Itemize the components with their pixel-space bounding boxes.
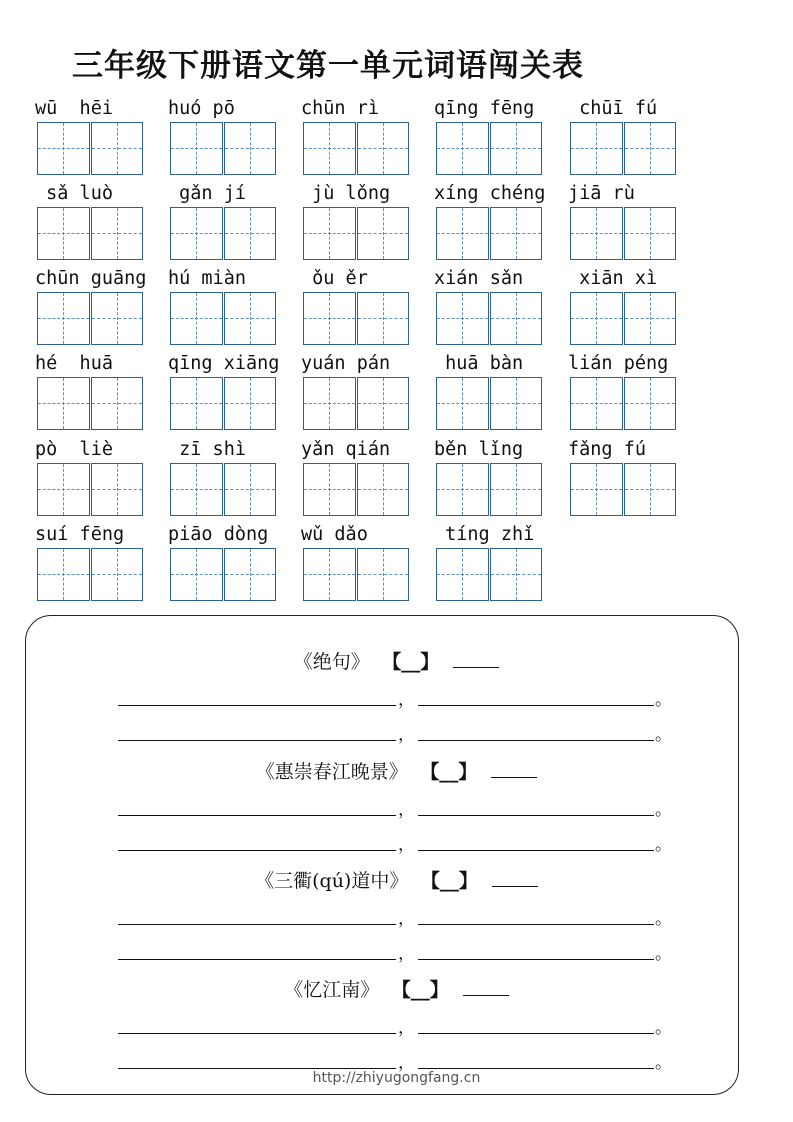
- word-item: [35, 182, 175, 267]
- writing-cell[interactable]: [91, 377, 144, 430]
- pinyin-label: yuán pán: [301, 353, 391, 374]
- dynasty-blank[interactable]: [491, 759, 537, 778]
- word-item: [35, 523, 175, 608]
- writing-cell[interactable]: [490, 463, 543, 516]
- answer-line[interactable]: [418, 1033, 654, 1034]
- writing-cell[interactable]: [303, 207, 356, 260]
- writing-cell[interactable]: [624, 292, 677, 345]
- writing-cell[interactable]: [37, 377, 90, 430]
- pinyin-label: suí fēng: [35, 524, 125, 545]
- writing-cell[interactable]: [490, 292, 543, 345]
- poem-title-row: [0, 758, 793, 786]
- word-item: [168, 523, 308, 608]
- author-bracket[interactable]: 【__】: [430, 870, 478, 892]
- pinyin-label: gǎn jí: [168, 183, 246, 204]
- pinyin-label: lián péng: [568, 353, 669, 374]
- word-item: [434, 438, 574, 523]
- pinyin-label: chūn rì: [301, 98, 379, 119]
- answer-line[interactable]: [418, 815, 654, 816]
- answer-line[interactable]: [418, 740, 654, 741]
- tianzige-boxes: [436, 548, 542, 601]
- word-item: [434, 352, 574, 437]
- poem-line-row: [118, 905, 678, 931]
- writing-cell[interactable]: [357, 122, 410, 175]
- word-item: [168, 97, 308, 182]
- word-item: [301, 352, 441, 437]
- writing-cell[interactable]: [170, 548, 223, 601]
- pinyin-label: hú miàn: [168, 268, 246, 289]
- answer-line[interactable]: [118, 740, 396, 741]
- poem-line-row: [118, 686, 678, 712]
- writing-cell[interactable]: [91, 292, 144, 345]
- comma-mark: ，: [398, 690, 415, 710]
- tianzige-boxes: [570, 207, 676, 260]
- writing-cell[interactable]: [91, 207, 144, 260]
- writing-cell[interactable]: [570, 207, 623, 260]
- poem-line-row: [118, 1014, 678, 1040]
- writing-cell[interactable]: [170, 122, 223, 175]
- poem-line-row: [118, 796, 678, 822]
- period-mark: 。: [655, 944, 672, 964]
- answer-line[interactable]: [118, 705, 396, 706]
- dynasty-blank[interactable]: [453, 649, 499, 668]
- answer-line[interactable]: [418, 850, 654, 851]
- tianzige-boxes: [170, 377, 276, 430]
- dynasty-blank[interactable]: [463, 977, 509, 996]
- pinyin-label: sǎ luò: [35, 183, 113, 204]
- writing-cell[interactable]: [624, 377, 677, 430]
- writing-cell[interactable]: [37, 463, 90, 516]
- poem-title-row: [0, 976, 793, 1004]
- pinyin-label: fǎng fú: [568, 439, 646, 460]
- poem-line-row: [118, 721, 678, 747]
- tianzige-boxes: [170, 463, 276, 516]
- word-item: [168, 267, 308, 352]
- writing-cell[interactable]: [436, 122, 489, 175]
- writing-cell[interactable]: [570, 463, 623, 516]
- period-mark: 。: [655, 725, 672, 745]
- tianzige-boxes: [436, 463, 542, 516]
- writing-cell[interactable]: [570, 292, 623, 345]
- tianzige-boxes: [37, 207, 143, 260]
- period-mark: 。: [655, 1018, 672, 1038]
- writing-cell[interactable]: [624, 122, 677, 175]
- writing-cell[interactable]: [170, 207, 223, 260]
- tianzige-boxes: [436, 377, 542, 430]
- writing-cell[interactable]: [170, 463, 223, 516]
- pinyin-label: chūn guāng: [35, 268, 147, 289]
- writing-cell[interactable]: [224, 548, 277, 601]
- tianzige-boxes: [170, 122, 276, 175]
- word-item: [168, 352, 308, 437]
- answer-line[interactable]: [118, 959, 396, 960]
- writing-cell[interactable]: [91, 548, 144, 601]
- tianzige-boxes: [37, 377, 143, 430]
- writing-cell[interactable]: [303, 548, 356, 601]
- tianzige-boxes: [37, 122, 143, 175]
- author-bracket[interactable]: 【__】: [391, 651, 440, 673]
- answer-line[interactable]: [418, 959, 654, 960]
- writing-cell[interactable]: [37, 122, 90, 175]
- poem-title: 《绝句》: [293, 651, 370, 673]
- writing-cell[interactable]: [357, 207, 410, 260]
- dynasty-blank[interactable]: [492, 868, 538, 887]
- tianzige-boxes: [303, 122, 409, 175]
- writing-cell[interactable]: [570, 122, 623, 175]
- poem-line-row: [118, 831, 678, 857]
- writing-cell[interactable]: [224, 122, 277, 175]
- tianzige-boxes: [570, 463, 676, 516]
- tianzige-boxes: [37, 548, 143, 601]
- writing-cell[interactable]: [170, 377, 223, 430]
- pinyin-label: pò liè: [35, 439, 113, 460]
- answer-line[interactable]: [118, 924, 396, 925]
- writing-cell[interactable]: [490, 548, 543, 601]
- comma-mark: ，: [398, 1053, 415, 1073]
- poem-title: 《惠崇春江晚景》: [255, 761, 408, 783]
- pinyin-label: hé huā: [35, 353, 113, 374]
- comma-mark: ，: [398, 835, 415, 855]
- writing-cell[interactable]: [624, 463, 677, 516]
- tianzige-boxes: [436, 292, 542, 345]
- pinyin-label: xíng chéng: [434, 183, 546, 204]
- writing-cell[interactable]: [224, 377, 277, 430]
- pinyin-label: ǒu ěr: [301, 268, 368, 289]
- pinyin-label: xiān xì: [568, 268, 658, 289]
- writing-cell[interactable]: [357, 292, 410, 345]
- word-item: [568, 267, 708, 352]
- word-item: [568, 438, 708, 523]
- period-mark: 。: [655, 690, 672, 710]
- poem-title-row: [0, 648, 793, 676]
- writing-cell[interactable]: [436, 377, 489, 430]
- word-item: [168, 438, 308, 523]
- period-mark: 。: [655, 1053, 672, 1073]
- word-item: [434, 182, 574, 267]
- tianzige-boxes: [436, 122, 542, 175]
- writing-cell[interactable]: [490, 122, 543, 175]
- pinyin-label: běn lǐng: [434, 439, 524, 460]
- tianzige-boxes: [303, 548, 409, 601]
- pinyin-label: chūī fú: [568, 98, 658, 119]
- footer-url: http://zhiyugongfang.cn: [312, 1070, 481, 1086]
- writing-cell[interactable]: [91, 463, 144, 516]
- tianzige-boxes: [170, 207, 276, 260]
- pinyin-label: qīng fēng: [434, 98, 535, 119]
- period-mark: 。: [655, 835, 672, 855]
- answer-line[interactable]: [418, 705, 654, 706]
- pinyin-label: piāo dòng: [168, 524, 269, 545]
- word-item: [35, 267, 175, 352]
- answer-line[interactable]: [418, 1068, 654, 1069]
- word-item: [301, 182, 441, 267]
- comma-mark: ，: [398, 725, 415, 745]
- writing-cell[interactable]: [224, 207, 277, 260]
- tianzige-boxes: [570, 377, 676, 430]
- writing-cell[interactable]: [570, 377, 623, 430]
- writing-cell[interactable]: [357, 377, 410, 430]
- pinyin-label: wǔ dǎo: [301, 524, 368, 545]
- writing-cell[interactable]: [436, 463, 489, 516]
- pinyin-label: huó pō: [168, 98, 235, 119]
- pinyin-label: qīng xiāng: [168, 353, 280, 374]
- tianzige-boxes: [170, 292, 276, 345]
- answer-line[interactable]: [118, 1068, 396, 1069]
- word-item: [35, 352, 175, 437]
- writing-cell[interactable]: [37, 207, 90, 260]
- word-item: [434, 97, 574, 182]
- poem-title-row: [0, 867, 793, 895]
- writing-cell[interactable]: [303, 292, 356, 345]
- writing-cell[interactable]: [357, 548, 410, 601]
- word-item: [301, 523, 441, 608]
- answer-line[interactable]: [118, 815, 396, 816]
- answer-line[interactable]: [418, 924, 654, 925]
- word-item: [35, 97, 175, 182]
- poem-line-row: [118, 940, 678, 966]
- word-item: [568, 182, 708, 267]
- answer-line[interactable]: [118, 1033, 396, 1034]
- tianzige-boxes: [303, 207, 409, 260]
- pinyin-label: zī shì: [168, 439, 246, 460]
- writing-cell[interactable]: [170, 292, 223, 345]
- writing-cell[interactable]: [37, 548, 90, 601]
- writing-cell[interactable]: [490, 377, 543, 430]
- author-bracket[interactable]: 【__】: [401, 979, 449, 1001]
- writing-cell[interactable]: [436, 548, 489, 601]
- tianzige-boxes: [170, 548, 276, 601]
- pinyin-label: tíng zhǐ: [434, 524, 535, 545]
- tianzige-boxes: [37, 463, 143, 516]
- writing-cell[interactable]: [490, 207, 543, 260]
- tianzige-boxes: [436, 207, 542, 260]
- comma-mark: ，: [398, 944, 415, 964]
- word-item: [568, 352, 708, 437]
- word-item: [301, 97, 441, 182]
- pinyin-label: xián sǎn: [434, 268, 524, 289]
- word-item: [301, 267, 441, 352]
- word-item: [168, 182, 308, 267]
- period-mark: 。: [655, 909, 672, 929]
- writing-cell[interactable]: [303, 122, 356, 175]
- writing-cell[interactable]: [303, 377, 356, 430]
- tianzige-boxes: [570, 292, 676, 345]
- answer-line[interactable]: [118, 850, 396, 851]
- writing-cell[interactable]: [436, 207, 489, 260]
- page-title: 三年级下册语文第一单元词语闯关表: [72, 48, 584, 84]
- writing-cell[interactable]: [37, 292, 90, 345]
- word-item: [434, 523, 574, 608]
- writing-cell[interactable]: [357, 463, 410, 516]
- comma-mark: ，: [398, 909, 415, 929]
- word-item: [568, 97, 708, 182]
- word-item: [434, 267, 574, 352]
- tianzige-boxes: [303, 377, 409, 430]
- writing-cell[interactable]: [436, 292, 489, 345]
- pinyin-label: yǎn qián: [301, 439, 391, 460]
- writing-cell[interactable]: [224, 463, 277, 516]
- pinyin-label: wū hēi: [35, 98, 113, 119]
- comma-mark: ，: [398, 1018, 415, 1038]
- tianzige-boxes: [570, 122, 676, 175]
- writing-cell[interactable]: [91, 122, 144, 175]
- period-mark: 。: [655, 800, 672, 820]
- tianzige-boxes: [37, 292, 143, 345]
- writing-cell[interactable]: [303, 463, 356, 516]
- pinyin-label: huā bàn: [434, 353, 524, 374]
- comma-mark: ，: [398, 800, 415, 820]
- word-item: [35, 438, 175, 523]
- poem-title: 《忆江南》: [284, 979, 380, 1001]
- pinyin-label: jù lǒng: [301, 183, 391, 204]
- pinyin-label: jiā rù: [568, 183, 635, 204]
- word-item: [301, 438, 441, 523]
- author-bracket[interactable]: 【__】: [429, 761, 478, 783]
- writing-cell[interactable]: [624, 207, 677, 260]
- tianzige-boxes: [303, 463, 409, 516]
- poem-title: 《三衢(qú)道中》: [255, 870, 409, 892]
- tianzige-boxes: [303, 292, 409, 345]
- writing-cell[interactable]: [224, 292, 277, 345]
